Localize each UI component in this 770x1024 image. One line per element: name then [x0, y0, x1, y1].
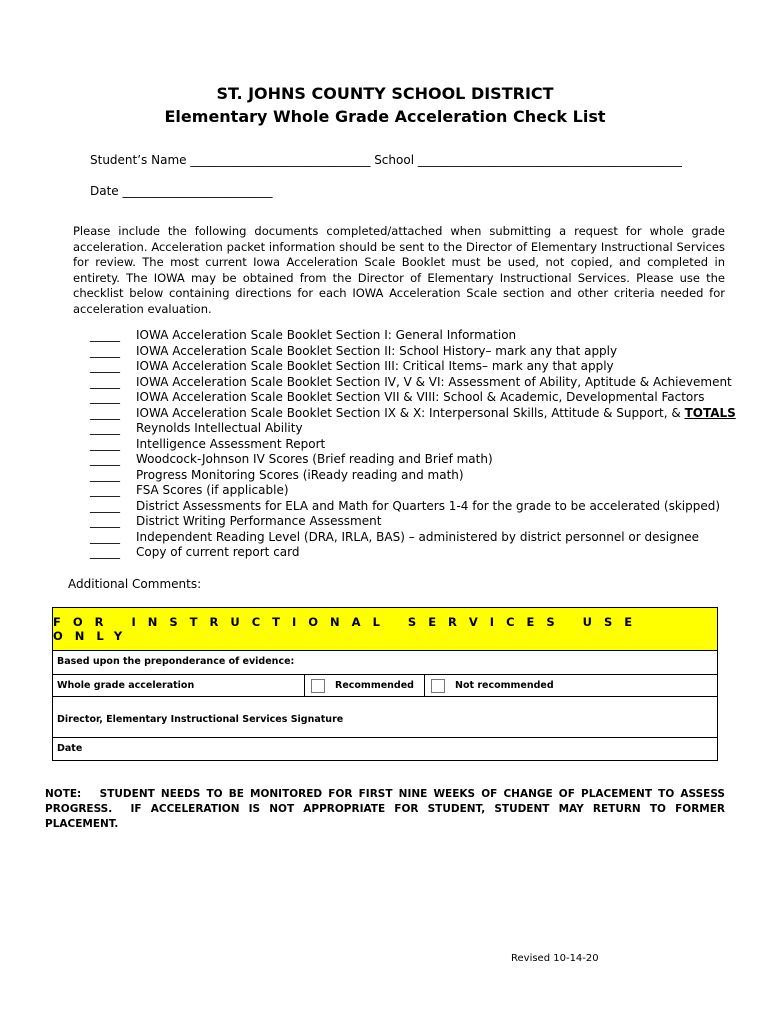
checklist-item-label: IOWA Acceleration Scale Booklet Section I: General Information: [136, 328, 517, 342]
school-field[interactable]: ____________________________________________: [417, 153, 682, 167]
checklist-item[interactable]: [90, 545, 736, 561]
checklist-item[interactable]: [90, 406, 736, 422]
checklist-item[interactable]: [90, 514, 736, 530]
not-recommended-label: Not recommended: [455, 680, 554, 691]
checklist-item[interactable]: [90, 468, 736, 484]
checklist-item[interactable]: [90, 328, 736, 344]
recommended-label: Recommended: [335, 680, 414, 691]
checklist-item[interactable]: [90, 437, 736, 453]
checklist-item-label: District Assessments for ELA and Math for Quarters 1-4 for the grade to be accelerated (skipped): [136, 498, 721, 513]
checklist-item[interactable]: [90, 452, 736, 468]
checklist-item[interactable]: [90, 499, 736, 515]
checklist-item[interactable]: [90, 390, 736, 406]
instructions-paragraph: Please include the following documents completed/attached when submitting a request for whole grade acceleration. Acceleration packet information should be sent to the Director of Elementary Instructional Services for review. The most current Iowa Acceleration Scale Booklet must be used, not copied, and completed in entirety. The IOWA may be obtained from the Director of Elementary Instructional Services. Please use the checklist below containing directions for each IOWA Acceleration Scale section and other criteria needed for acceleration evaluation.: [73, 224, 725, 316]
checklist-item-label: Progress Monitoring Scores (iReady reading and math): [136, 467, 464, 482]
check-blank[interactable]: _____: [90, 374, 120, 389]
date-label: Date: [90, 184, 119, 198]
document-checklist: [90, 328, 736, 561]
check-blank[interactable]: _____: [90, 390, 120, 404]
checklist-item[interactable]: [90, 483, 736, 499]
checklist-item-label: Copy of current report card: [136, 545, 300, 559]
recommended-checkbox[interactable]: [311, 679, 325, 693]
checklist-item[interactable]: [90, 375, 736, 391]
check-blank[interactable]: _____: [90, 359, 120, 373]
revision-date: Revised 10-14-20: [511, 953, 599, 964]
preponderance-row: [53, 651, 717, 675]
checklist-item-label: FSA Scores (if applicable): [136, 483, 289, 497]
totals-label: TOTALS: [684, 405, 736, 420]
checklist-item-label: Reynolds Intellectual Ability: [136, 421, 303, 435]
date-row: [90, 184, 273, 198]
date-field[interactable]: _________________________: [122, 184, 273, 198]
recommended-option[interactable]: [305, 675, 425, 696]
check-blank[interactable]: _____: [90, 529, 120, 544]
checklist-item[interactable]: [90, 530, 736, 546]
checklist-item-label: Woodcock-Johnson IV Scores (Brief reading and Brief math): [136, 452, 493, 466]
student-school-row: [90, 153, 682, 167]
not-recommended-option[interactable]: [425, 675, 717, 696]
check-blank[interactable]: _____: [90, 498, 120, 513]
acceleration-decision-row: [53, 675, 717, 697]
checklist-item-label: Independent Reading Level (DRA, IRLA, BAS) – administered by district personnel or designee: [136, 529, 700, 544]
checklist-item-label: IOWA Acceleration Scale Booklet Section II: School History– mark any that apply: [136, 343, 618, 358]
office-date-label: Date: [57, 743, 83, 754]
additional-comments-label: Additional Comments:: [68, 577, 202, 591]
checklist-item[interactable]: [90, 344, 736, 360]
check-blank[interactable]: _____: [90, 405, 120, 420]
checklist-item[interactable]: [90, 359, 736, 375]
checklist-item-label: Intelligence Assessment Report: [136, 436, 326, 451]
check-blank[interactable]: _____: [90, 514, 120, 528]
signature-label: Director, Elementary Instructional Services Signature: [57, 714, 344, 725]
student-name-label: Student’s Name: [90, 153, 187, 167]
check-blank[interactable]: _____: [90, 452, 120, 466]
check-blank[interactable]: _____: [90, 467, 120, 482]
whole-grade-label: Whole grade acceleration: [53, 675, 305, 696]
checklist-item-label: IOWA Acceleration Scale Booklet Section III: Critical Items– mark any that apply: [136, 359, 614, 373]
district-title: ST. JOHNS COUNTY SCHOOL DISTRICT: [216, 84, 554, 103]
check-blank[interactable]: _____: [90, 545, 120, 559]
checklist-item-label: IOWA Acceleration Scale Booklet Section IX & X: Interpersonal Skills, Attitude & Support, &: [136, 405, 685, 420]
check-blank[interactable]: _____: [90, 328, 120, 342]
checklist-item-label: District Writing Performance Assessment: [136, 514, 382, 528]
office-date-row[interactable]: [53, 738, 717, 760]
check-blank[interactable]: _____: [90, 436, 120, 451]
check-blank[interactable]: _____: [90, 343, 120, 358]
school-label: School: [374, 153, 415, 167]
checklist-item[interactable]: [90, 421, 736, 437]
check-blank[interactable]: _____: [90, 421, 120, 435]
signature-row[interactable]: [53, 697, 717, 738]
student-name-field[interactable]: ______________________________: [190, 153, 371, 167]
checklist-item-label: IOWA Acceleration Scale Booklet Section IV, V & VI: Assessment of Ability, Aptitude & Achievement: [136, 374, 732, 389]
checklist-item-label: IOWA Acceleration Scale Booklet Section VII & VIII: School & Academic, Developmental Factors: [136, 390, 705, 404]
form-title: Elementary Whole Grade Acceleration Check List: [164, 107, 606, 126]
not-recommended-checkbox[interactable]: [431, 679, 445, 693]
office-use-header: FOR INSTRUCTIONAL SERVICES USE ONLY: [53, 608, 717, 651]
placement-note: NOTE: STUDENT NEEDS TO BE MONITORED FOR FIRST NINE WEEKS OF CHANGE OF PLACEMENT TO ASSESS PROGRESS. IF ACCELERATION IS NOT APPROPRIATE FOR STUDENT, STUDENT MAY RETURN TO FORMER PLACEMENT.: [45, 788, 729, 830]
instructional-services-box: [52, 607, 718, 761]
preponderance-label: Based upon the preponderance of evidence:: [57, 656, 295, 667]
check-blank[interactable]: _____: [90, 483, 120, 497]
